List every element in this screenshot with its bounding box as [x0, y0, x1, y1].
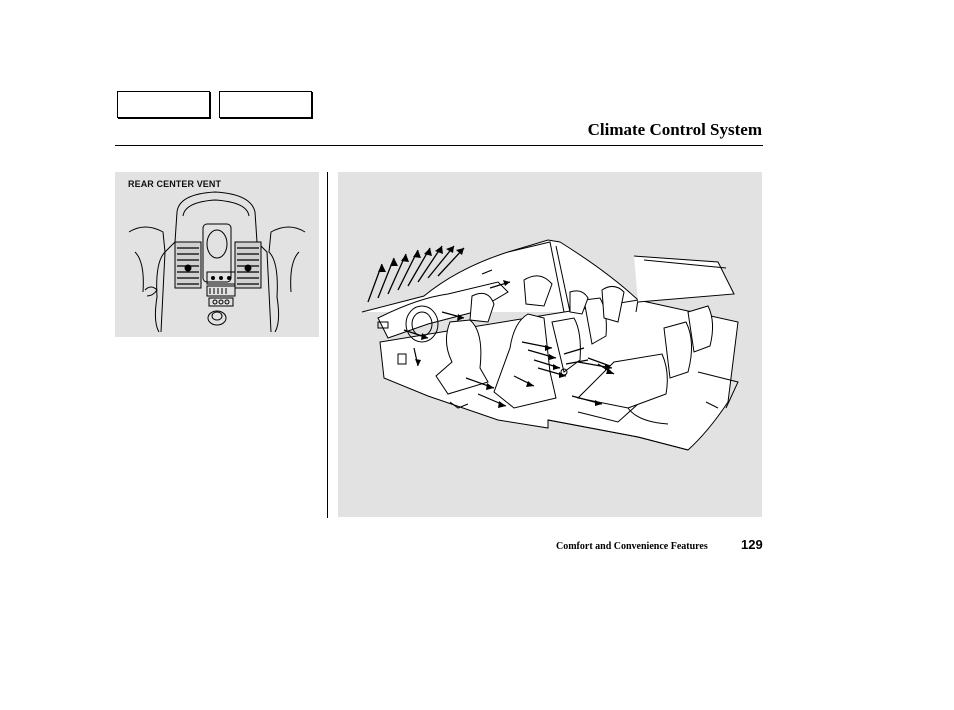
- rear-center-vent-label: REAR CENTER VENT: [128, 179, 222, 189]
- title-rule: [115, 145, 763, 146]
- rear-center-vent-figure: [115, 172, 319, 337]
- column-divider: [327, 172, 328, 518]
- page-number: 129: [741, 537, 763, 552]
- nav-button-next[interactable]: [219, 91, 312, 118]
- nav-button-previous[interactable]: [117, 91, 210, 118]
- rear-center-vent-illustration: [115, 172, 319, 337]
- cabin-airflow-illustration: [338, 172, 762, 517]
- page-title: Climate Control System: [587, 120, 762, 139]
- cabin-airflow-figure: [338, 172, 762, 517]
- footer-section-title: Comfort and Convenience Features: [556, 541, 708, 552]
